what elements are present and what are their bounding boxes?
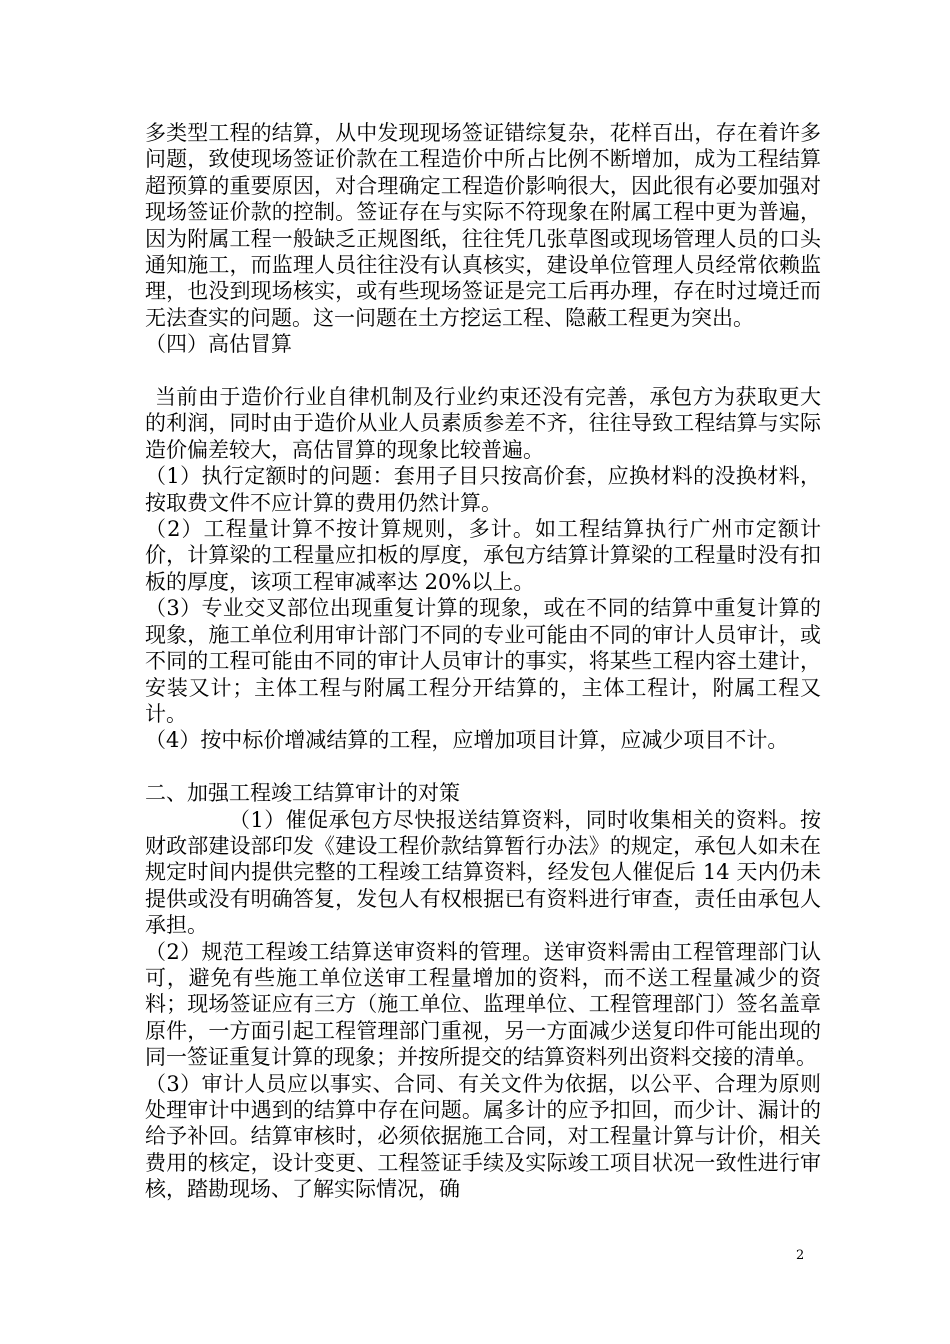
countermeasure-item-2: （2）规范工程竣工结算送审资料的管理。送审资料需由工程管理部门认可，避免有些施工单位送审工程量增加的资料，而不送工程量减少的资料；现场签证应有三方（施工单位、监理单位、工程管理部门）签名盖章原件，一方面引起工程管理部门重视，另一方面减少送复印件可能出现的同一签证重复计算的现象；并按所提交的结算资料列出资料交接的清单。: [145, 939, 821, 1070]
paragraph-site-visa: 多类型工程的结算，从中发现现场签证错综复杂，花样百出，存在着许多问题，致使现场签证价款在工程造价中所占比例不断增加，成为工程结算超预算的重要原因，对合理确定工程造价影响很大，因此很有必要加强对现场签证价款的控制。签证存在与实际不符现象在附属工程中更为普遍，因为附属工程一般缺乏正规图纸，往往凭几张草图或现场管理人员的口头通知施工，而监理人员往往没有认真核实，建设单位管理人员经常依赖监理，也没到现场核实，或有些现场签证是完工后再办理，存在时过境迁而无法查实的问题。这一问题在土方挖运工程、隐蔽工程更为突出。: [145, 121, 821, 330]
section-heading-overestimate: （四）高估冒算: [145, 332, 292, 357]
list-item-3: （3）专业交叉部位出现重复计算的现象，或在不同的结算中重复计算的现象，施工单位利用审计部门不同的专业可能由不同的审计人员审计，或不同的工程可能由不同的审计人员审计的事实，将某些工程内容土建计，安装又计；主体工程与附属工程分开结算的，主体工程计，附属工程又计。: [145, 596, 821, 726]
paragraph-overestimate-intro: 当前由于造价行业自律机制及行业约束还没有完善，承包方为获取更大的利润，同时由于造价从业人员素质参差不齐，往往导致工程结算与实际造价偏差较大，高估冒算的现象比较普遍。: [145, 385, 821, 462]
countermeasure-item-1: （1）催促承包方尽快报送结算资料，同时收集相关的资料。按财政部建设部印发《建设工程价款结算暂行办法》的规定，承包人如未在规定时间内提供完整的工程竣工结算资料，经发包人催促后 14 天内仍未提供或没有明确答复，发包人有权根据已有资料进行审查，责任由承包人承担。: [145, 807, 821, 938]
list-item-4: （4）按中标价增减结算的工程，应增加项目计算，应减少项目不计。: [145, 728, 789, 753]
list-item-1: （1）执行定额时的问题：套用子目只按高价套，应换材料的没换材料，按取费文件不应计算的费用仍然计算。: [145, 464, 821, 515]
document-body: [145, 120, 821, 1203]
list-item-2: （2）工程量计算不按计算规则，多计。如工程结算执行广州市定额计价，计算梁的工程量应扣板的厚度，承包方结算计算梁的工程量时没有扣板的厚度，该项工程审减率达 20%以上。: [145, 517, 821, 594]
blank-line: [145, 754, 821, 780]
section-heading-countermeasures: 二、加强工程竣工结算审计的对策: [145, 781, 460, 806]
page-number: 2: [796, 1248, 805, 1263]
countermeasure-item-3: （3）审计人员应以事实、合同、有关文件为依据，以公平、合理为原则处理审计中遇到的结算中存在问题。属多计的应予扣回，而少计、漏计的给予补回。结算审核时，必须依据施工合同，对工程量计算与计价，相关费用的核定，设计变更、工程签证手续及实际竣工项目状况一致性进行审核，踏勘现场、了解实际情况，确: [145, 1071, 821, 1202]
blank-line: [145, 358, 821, 384]
